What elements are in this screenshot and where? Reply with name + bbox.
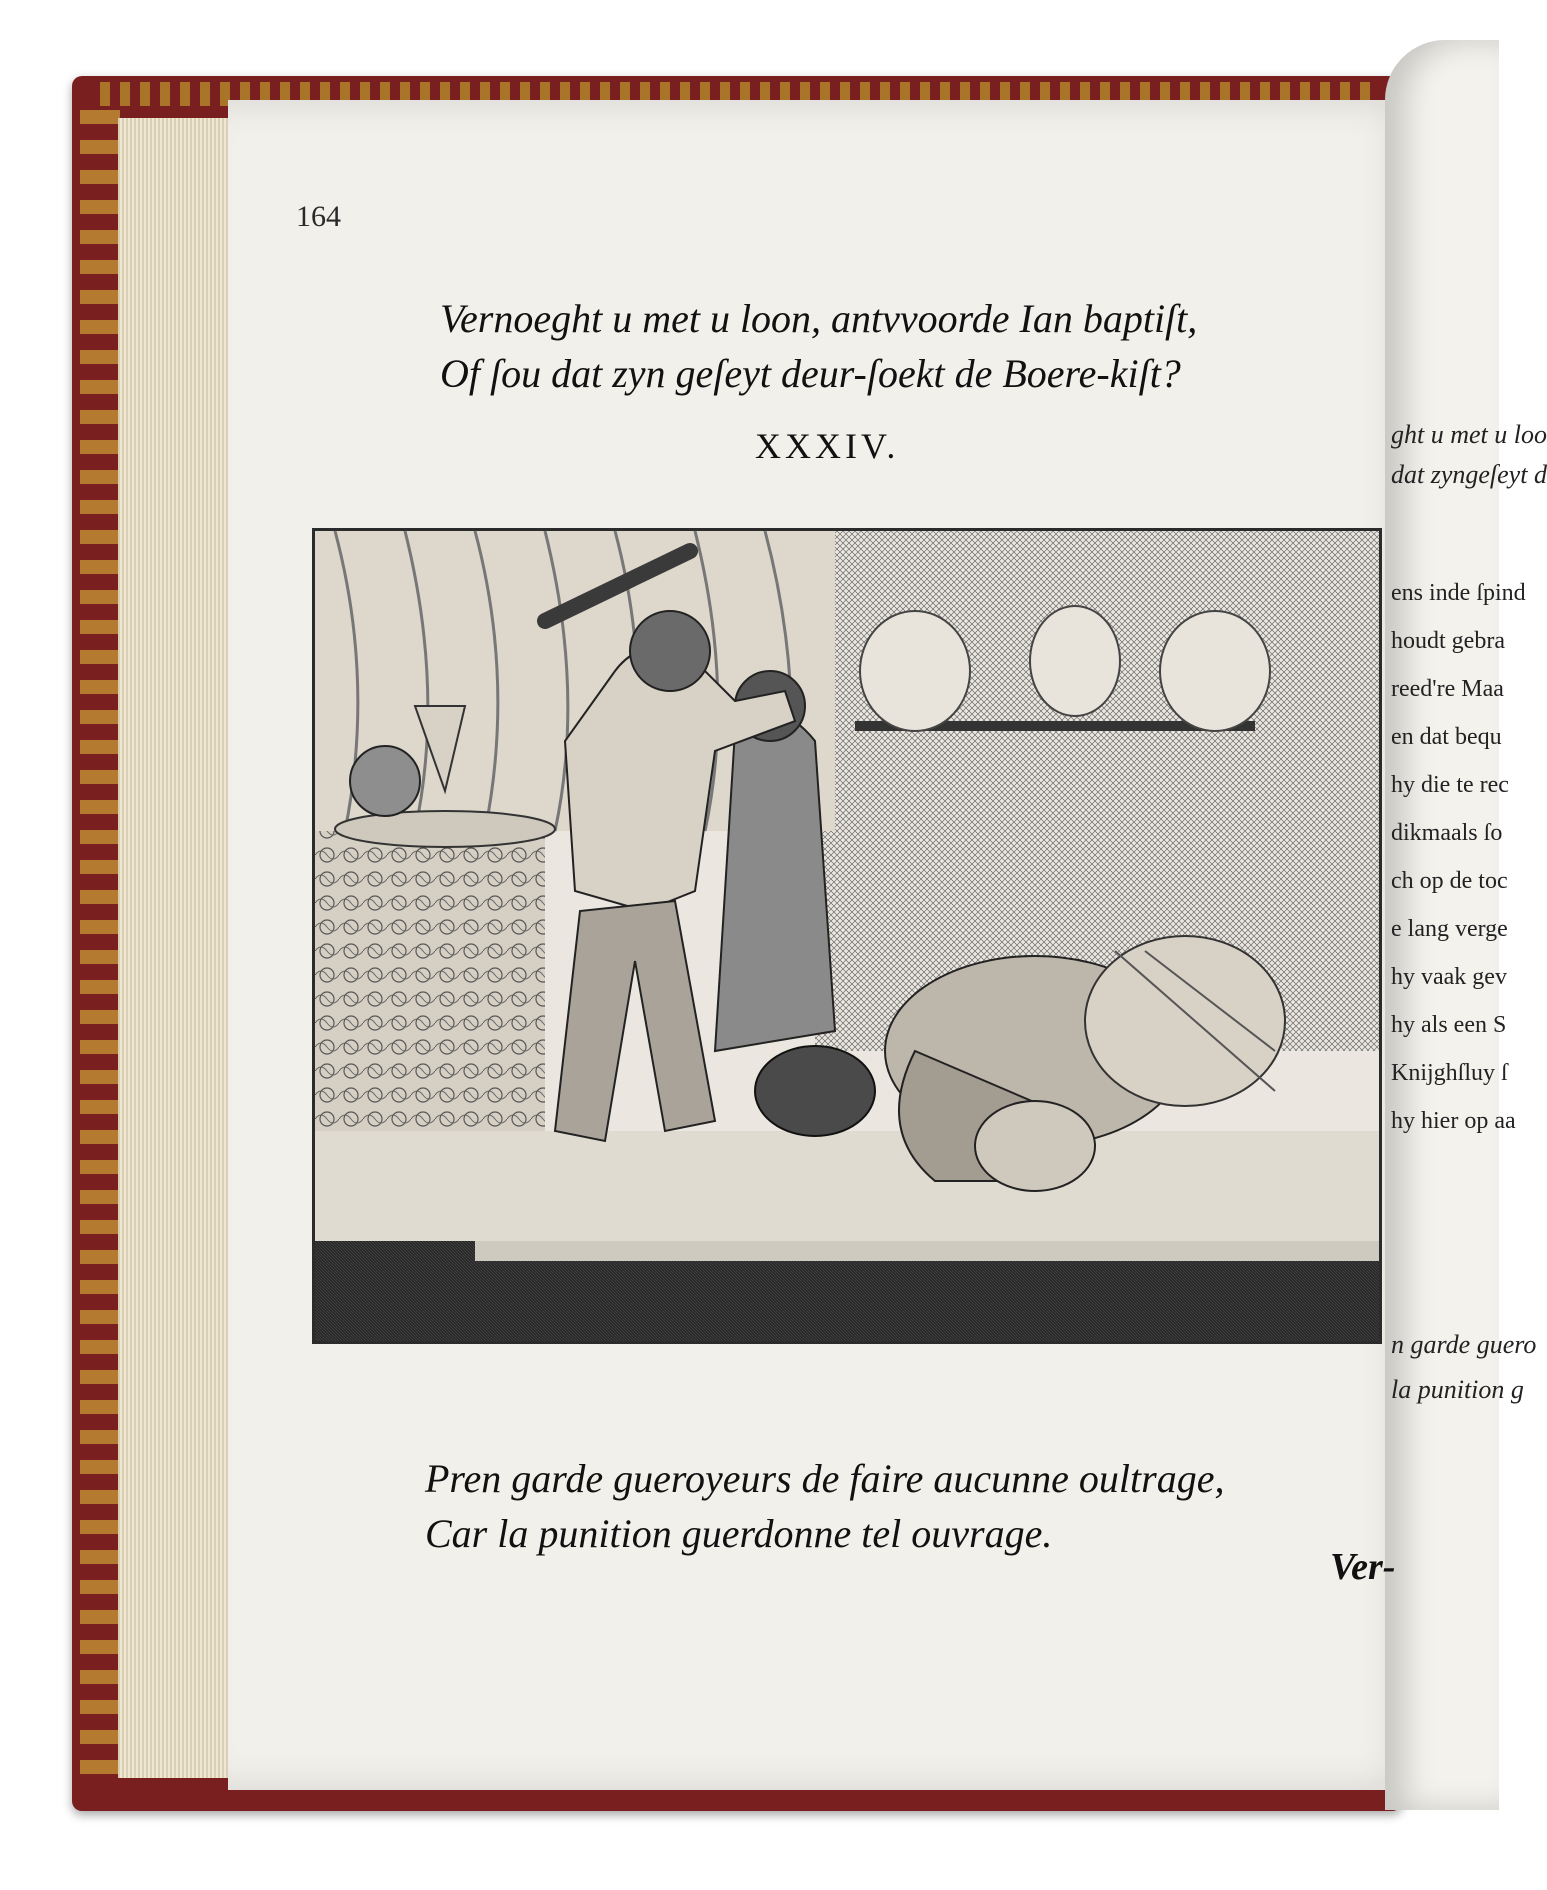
facing-line: ens inde ſpind xyxy=(1391,580,1526,606)
facing-line: hy vaak gev xyxy=(1391,964,1507,990)
right-page xyxy=(1385,40,1547,1810)
dutch-verse-line-1: Vernoeght u met u loon, antvvoorde Ian baptiſt, xyxy=(440,296,1198,341)
engraving-drawing xyxy=(315,531,1379,1341)
facing-line: houdt gebra xyxy=(1391,628,1505,654)
facing-line: hy hier op aa xyxy=(1391,1108,1516,1134)
facing-line: e lang verge xyxy=(1391,916,1508,942)
emblem-numeral: XXXIV. xyxy=(755,426,900,466)
catchword: Ver- xyxy=(1330,1546,1396,1588)
facing-line: hy als een S xyxy=(1391,1012,1507,1038)
facing-line: dikmaals ſo xyxy=(1391,820,1503,846)
facing-line: reed're Maa xyxy=(1391,676,1504,702)
french-verse-line-1: Pren garde gueroyeurs de faire aucunne oultrage, xyxy=(425,1456,1225,1501)
facing-line: Knijghſluy ſ xyxy=(1391,1060,1508,1086)
facing-line: la punition g xyxy=(1391,1375,1524,1404)
gilt-border-left xyxy=(80,110,120,1790)
facing-line: ch op de toc xyxy=(1391,868,1508,894)
page-number: 164 xyxy=(296,200,341,233)
facing-line: dat zyngeſeyt d xyxy=(1391,460,1547,489)
page-edges xyxy=(118,118,228,1778)
facing-line: en dat bequ xyxy=(1391,724,1502,750)
facing-line: hy die te rec xyxy=(1391,772,1509,798)
facing-line: n garde guero xyxy=(1391,1330,1537,1359)
facing-line: ght u met u loo xyxy=(1391,420,1547,449)
french-verse-line-2: Car la punition guerdonne tel ouvrage. xyxy=(425,1511,1053,1556)
engraving-illustration xyxy=(312,528,1382,1344)
dutch-verse-line-2: Of ſou dat zyn geſeyt deur-ſoekt de Boere-kiſt? xyxy=(440,351,1181,396)
